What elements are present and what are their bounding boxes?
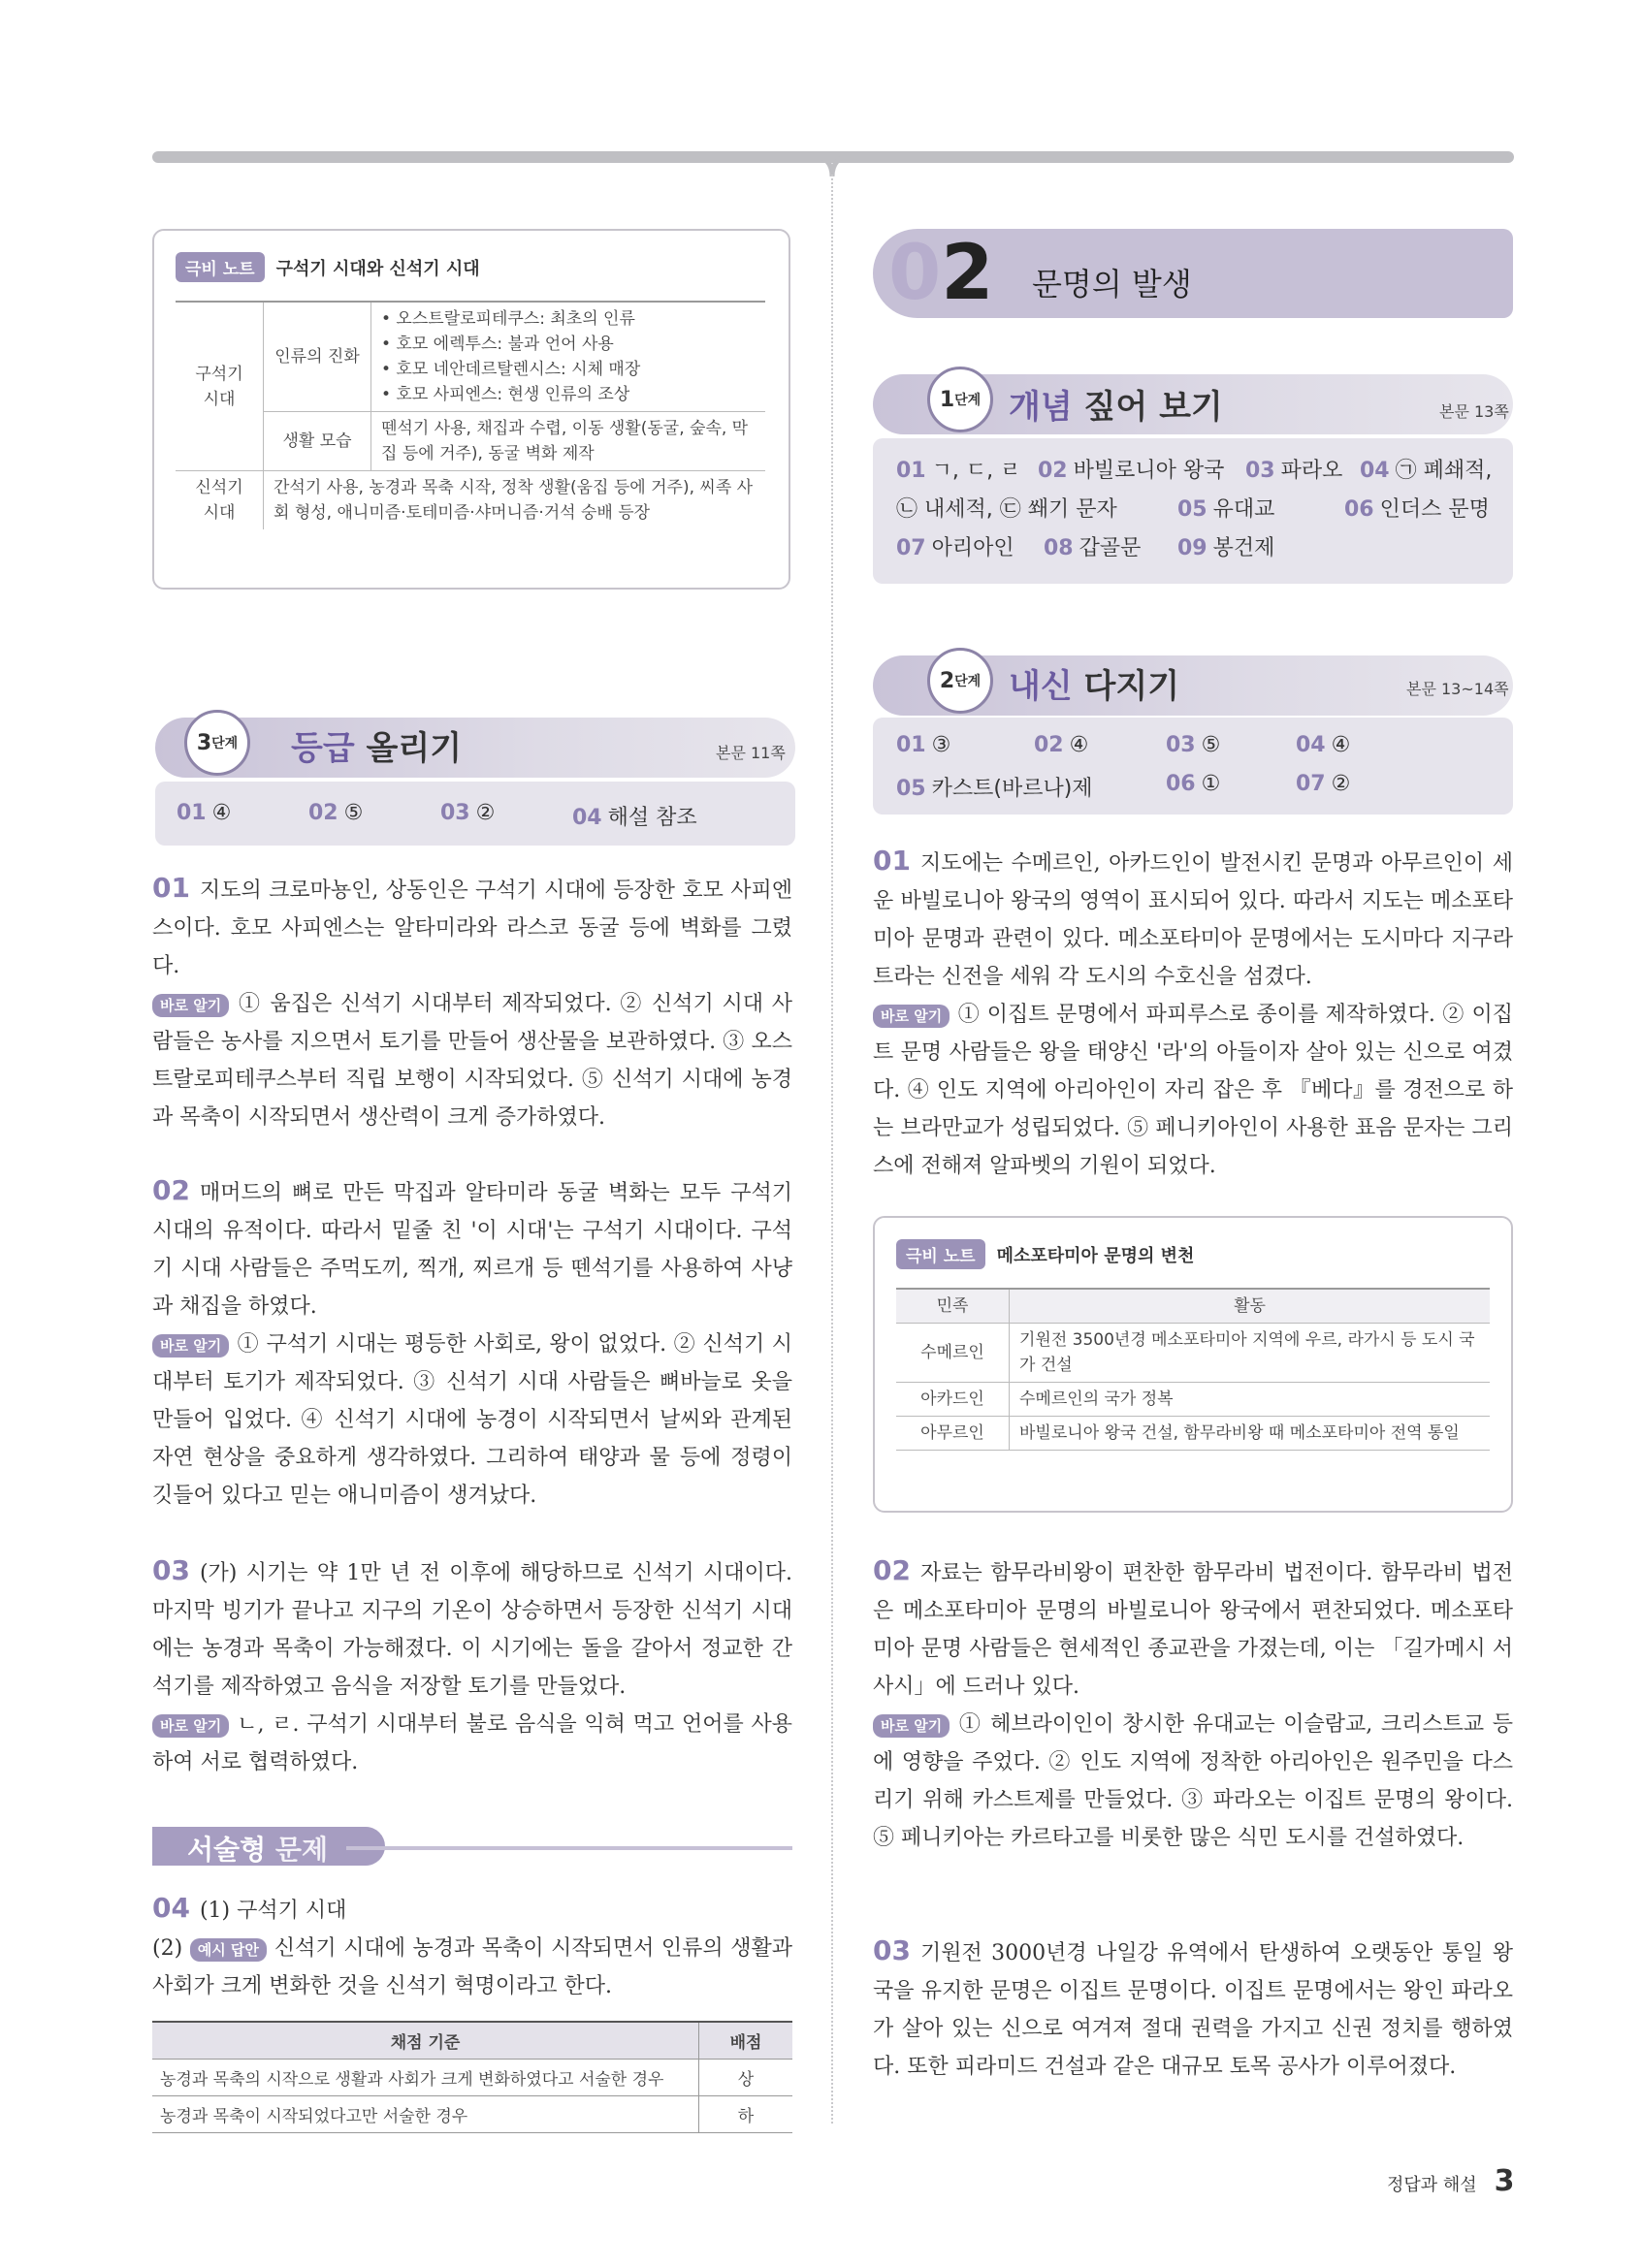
chapter-number-a: 0 (888, 230, 942, 317)
answer-number: 03 (1245, 459, 1275, 483)
evolution-item: • 호모 사피엔스: 현생 인류의 조상 (381, 385, 630, 404)
answer-value: ④ (1331, 733, 1351, 757)
answer-value: 카스트(바르나)제 (931, 777, 1093, 801)
stage1-badge (927, 367, 993, 432)
stage3-title (291, 721, 462, 769)
grading-score: 하 (699, 2096, 793, 2133)
stage3-header (155, 718, 795, 778)
activity-header: 활동 (1010, 1289, 1491, 1324)
answer-item (1296, 772, 1350, 796)
answer-number: 02 (1034, 733, 1064, 757)
answer-item (896, 493, 1117, 523)
note-table (176, 301, 765, 529)
answer-number: 01 (177, 801, 207, 825)
note-badge: 극비 노트 (176, 252, 265, 282)
grading-criterion: 농경과 목축이 시작되었다고만 서술한 경우 (152, 2096, 699, 2133)
chapter-title: 문명의 발생 (1032, 266, 1192, 303)
people-name: 아카드인 (896, 1383, 1010, 1417)
evolution-list (371, 302, 766, 412)
sample-answer-tag: 예시 답안 (190, 1938, 267, 1962)
question-number: 02 (152, 1174, 190, 1206)
answer-number: 03 (440, 801, 470, 825)
answer-number: 02 (1038, 459, 1068, 483)
note-title: 구석기 시대와 신석기 시대 (275, 258, 480, 279)
answer-value: 해설 참조 (607, 806, 697, 830)
answer-value: ⑤ (1201, 733, 1221, 757)
answer-item (896, 531, 1014, 561)
correction-text: ① 이집트 문명에서 파피루스로 종이를 제작하였다. ② 이집트 문명 사람들은 왕을 태양신 '라'의 아들이자 살아 있는 신으로 여겼다. ④ 인도 지역에 아리아인이 자리 잡은 후 『베다』를 경전으로 하는 브라만교가 성립되었다. ⑤ 페니키아인이 사용한 표음 문자는 그리스에 전해져 알파벳의 기원이 되었다. (873, 1003, 1513, 1178)
correction-tag: 바로 알기 (152, 994, 229, 1017)
correction-tag: 바로 알기 (873, 1714, 950, 1738)
question-number: 03 (873, 1934, 911, 1966)
score-header: 배점 (699, 2022, 793, 2060)
explanation-r01 (873, 842, 1513, 1185)
evolution-item: • 오스트랄로피테쿠스: 최초의 인류 (381, 309, 635, 329)
grading-score: 상 (699, 2060, 793, 2096)
answer-part-2-label: (2) (152, 1936, 183, 1961)
answer-item (1038, 454, 1224, 484)
answer-value: ㉡ 내세적, ㉢ 쐐기 문자 (896, 497, 1117, 522)
answer-item (177, 801, 231, 825)
answer-item (1034, 733, 1088, 757)
page-ref: 본문 11쪽 (716, 744, 786, 762)
stage-title-accent: 개념 (1009, 388, 1073, 427)
explanation-02 (152, 1171, 792, 1515)
answer-value: ㄱ, ㄷ, ㄹ (931, 459, 1021, 483)
stage2-badge (927, 648, 993, 714)
explanation-01 (152, 869, 792, 1136)
answer-value: ② (1331, 772, 1351, 796)
answer-value: 봉건제 (1212, 536, 1275, 560)
answer-value: 갑골문 (1079, 536, 1142, 560)
answer-number: 08 (1044, 536, 1074, 560)
answer-item (1044, 531, 1141, 561)
footer (1387, 2164, 1515, 2198)
chapter-number-b: 2 (941, 230, 994, 317)
answer-value: ㉠ 폐쇄적, (1395, 459, 1493, 483)
stage-unit: 단계 (954, 674, 982, 689)
answer-number: 04 (1360, 459, 1390, 483)
chapter-number (888, 229, 994, 318)
answer-part-2: 신석기 시대에 농경과 목축이 시작되면서 인류의 생활과 사회가 크게 변화한 것을 신석기 혁명이라고 한다. (152, 1936, 792, 1998)
column-divider (831, 175, 833, 2124)
correction-text: ① 구석기 시대는 평등한 사회로, 왕이 없었다. ② 신석기 시대부터 토기가 제작되었다. ③ 신석기 시대 사람들은 뼈바늘로 옷을 만들어 입었다. ④ 신석기 시대에 농경이 시작되면서 날씨와 관계된 자연 현상을 중요하게 생각하였다. 그리하여 태양과 물 등에 정령이 깃들어 있다고 믿는 애니미즘이 생겨났다. (152, 1332, 792, 1508)
grading-header: 채점 기준 (152, 2022, 699, 2060)
stage-unit: 단계 (211, 736, 239, 751)
stage-title-accent: 등급 (291, 729, 355, 768)
stage1-answers (873, 438, 1513, 584)
correction-tag: 바로 알기 (152, 1714, 229, 1738)
stage-number: 2 (939, 668, 955, 693)
people-activity: 바빌로니아 왕국 건설, 함무라비왕 때 메소포타미아 전역 통일 (1010, 1417, 1491, 1451)
answer-value: ③ (931, 733, 951, 757)
explanation-text: 기원전 3000년경 나일강 유역에서 탄생하여 오랫동안 통일 왕국을 유지한 문명은 이집트 문명이다. 이집트 문명에서는 왕인 파라오가 살아 있는 신으로 여겨져 절대 권력을 가지고 신권 정치를 행하였다. 또한 피라미드 건설과 같은 대규모 토목 공사가 이루어졌다. (873, 1941, 1513, 2079)
writing-label: 서술형 (187, 1834, 267, 1866)
answer-item (896, 772, 1093, 802)
people-activity: 수메르인의 국가 정복 (1010, 1383, 1491, 1417)
row-label-neo: 신석기 시대 (176, 471, 264, 530)
answer-value: ② (475, 801, 496, 825)
answer-item (1166, 772, 1220, 796)
question-number: 04 (152, 1892, 190, 1924)
people-name: 아무르인 (896, 1417, 1010, 1451)
note-title: 메소포타미아 문명의 변천 (996, 1245, 1195, 1266)
answer-number: 04 (572, 806, 602, 830)
answer-value: 바빌로니아 왕국 (1073, 459, 1225, 483)
answer-number: 01 (896, 459, 926, 483)
answer-item (572, 801, 697, 831)
writing-label-rest: 문제 (266, 1834, 329, 1866)
writing-answer (152, 1889, 792, 2005)
answer-value: 인더스 문명 (1379, 497, 1490, 522)
answer-part-1: (1) 구석기 시대 (199, 1899, 347, 1923)
answer-number: 04 (1296, 733, 1326, 757)
answer-value: ④ (211, 801, 232, 825)
life-text: 뗀석기 사용, 채집과 수렵, 이동 생활(동굴, 숲속, 막집 등에 거주), 동굴 벽화 제작 (371, 412, 766, 471)
correction-tag: 바로 알기 (873, 1005, 950, 1028)
question-number: 02 (873, 1554, 911, 1586)
evolution-item: • 호모 에렉투스: 불과 언어 사용 (381, 335, 614, 354)
note-box-paleo-neo (152, 229, 790, 590)
stage-title-accent: 내신 (1009, 667, 1073, 706)
answer-item (1177, 531, 1274, 561)
note-table (896, 1288, 1490, 1451)
life-label: 생활 모습 (264, 412, 371, 471)
stage-title-rest: 짚어 보기 (1072, 388, 1223, 427)
answer-item (1166, 733, 1220, 757)
correction-text: ㄴ, ㄹ. 구석기 시대부터 불로 음식을 익혀 먹고 언어를 사용하여 서로 협력하였다. (152, 1712, 792, 1774)
page-ref: 본문 13쪽 (1439, 402, 1509, 421)
correction-text: ① 헤브라이인이 창시한 유대교는 이슬람교, 크리스트교 등에 영향을 주었다. ② 인도 지역에 정착한 아리아인은 원주민을 다스리기 위해 카스트제를 만들었다. ③ 파라오는 이집트 문명의 왕이다. ⑤ 페니키아는 카르타고를 비롯한 많은 식민 도시를 건설하였다. (873, 1712, 1513, 1850)
people-header: 민족 (896, 1289, 1010, 1324)
answer-value: ⑤ (343, 801, 364, 825)
answer-value: ① (1201, 772, 1221, 796)
stage-number: 3 (196, 730, 212, 755)
answer-number: 09 (1177, 536, 1207, 560)
neo-text: 간석기 사용, 농경과 목축 시작, 정착 생활(움집 등에 거주), 씨족 사회 형성, 애니미즘·토테미즘·샤머니즘·거석 숭배 등장 (274, 478, 754, 523)
stage3-answers (155, 782, 795, 846)
answer-item (1245, 454, 1342, 484)
answer-item (440, 801, 495, 825)
writing-header (152, 1827, 792, 1866)
question-number: 01 (152, 872, 190, 904)
answer-value: 파라오 (1280, 459, 1343, 483)
footer-label: 정답과 해설 (1387, 2175, 1477, 2195)
stage-title-rest: 올리기 (354, 729, 463, 768)
note-badge: 극비 노트 (896, 1239, 985, 1269)
answer-item (1296, 733, 1350, 757)
grading-table (152, 2021, 792, 2133)
explanation-text: 매머드의 뼈로 만든 막집과 알타미라 동굴 벽화는 모두 구석기 시대의 유적이다. 따라서 밑줄 친 '이 시대'는 구석기 시대이다. 구석기 시대 사람들은 주먹도끼, 찍개, 찌르개 등 뗀석기를 사용하여 사냥과 채집을 하였다. (152, 1181, 792, 1319)
answer-number: 06 (1344, 497, 1374, 522)
stage-title-rest: 다지기 (1072, 667, 1180, 706)
explanation-text: 지도의 크로마뇽인, 상동인은 구석기 시대에 등장한 호모 사피엔스이다. 호모 사피엔스는 알타미라와 라스코 동굴 등에 벽화를 그렸다. (152, 878, 792, 978)
stage-unit: 단계 (954, 393, 982, 408)
question-number: 03 (152, 1554, 190, 1586)
question-number: 01 (873, 845, 911, 877)
answer-item (308, 801, 363, 825)
people-activity: 기원전 3500년경 메소포타미아 지역에 우르, 라가시 등 도시 국가 건설 (1010, 1324, 1491, 1383)
writing-title (187, 1829, 328, 1868)
answer-item (1177, 493, 1274, 523)
explanation-text: (가) 시기는 약 1만 년 전 이후에 해당하므로 신석기 시대이다. 마지막 빙기가 끝나고 지구의 기온이 상승하면서 등장한 신석기 시대에는 농경과 목축이 가능해졌다. 이 시기에는 돌을 갈아서 정교한 간석기를 제작하였고 음식을 저장할 토기를 만들었다. (152, 1561, 792, 1699)
page-ref: 본문 13~14쪽 (1406, 680, 1509, 698)
stage1-title (1009, 380, 1223, 428)
row-label-paleo: 구석기 시대 (176, 302, 264, 471)
stage-number: 1 (939, 387, 955, 412)
correction-tag: 바로 알기 (152, 1334, 229, 1358)
stage2-answers (873, 718, 1513, 815)
grading-criterion: 농경과 목축의 시작으로 생활과 사회가 크게 변화하였다고 서술한 경우 (152, 2060, 699, 2096)
correction-text: ① 움집은 신석기 시대부터 제작되었다. ② 신석기 시대 사람들은 농사를 지으면서 토기를 만들어 생산물을 보관하였다. ③ 오스트랄로피테쿠스부터 직립 보행이 시작되었다. ⑤ 신석기 시대에 농경과 목축이 시작되면서 생산력이 크게 증가하였다. (152, 992, 792, 1130)
explanation-text: 지도에는 수메르인, 아카드인이 발전시킨 문명과 아무르인이 세운 바빌로니아 왕국의 영역이 표시되어 있다. 따라서 지도는 메소포타미아 문명과 관련이 있다. 메소포타미아 문명에서는 도시마다 지구라트라는 신전을 세워 각 도시의 수호신을 섬겼다. (873, 851, 1513, 989)
evolution-label: 인류의 진화 (264, 302, 371, 412)
explanation-r02 (873, 1551, 1513, 1857)
evolution-item: • 호모 네안데르탈렌시스: 시체 매장 (381, 360, 641, 379)
stage3-badge (184, 710, 250, 776)
answer-item (896, 454, 1020, 484)
note-box-mesopotamia (873, 1216, 1513, 1513)
stage2-title (1009, 659, 1179, 707)
answer-number: 01 (896, 733, 926, 757)
answer-item (1344, 493, 1490, 523)
answer-number: 05 (896, 777, 926, 801)
people-name: 수메르인 (896, 1324, 1010, 1383)
explanation-03 (152, 1551, 792, 1781)
answer-value: 아리아인 (931, 536, 1014, 560)
answer-number: 02 (308, 801, 338, 825)
answer-value: ④ (1069, 733, 1089, 757)
answer-number: 07 (896, 536, 926, 560)
answer-value: 유대교 (1212, 497, 1275, 522)
answer-number: 07 (1296, 772, 1326, 796)
explanation-r03 (873, 1932, 1513, 2086)
answer-item (896, 733, 950, 757)
answer-item (1360, 454, 1492, 484)
answer-number: 06 (1166, 772, 1196, 796)
answer-number: 03 (1166, 733, 1196, 757)
explanation-text: 자료는 함무라비왕이 편찬한 함무라비 법전이다. 함무라비 법전은 메소포타미아 문명의 바빌로니아 왕국에서 편찬되었다. 메소포타미아 문명 사람들은 현세적인 종교관을 가졌는데, 이는 「길가메시 서사시」에 드러나 있다. (873, 1561, 1513, 1699)
page-number: 3 (1494, 2164, 1515, 2198)
answer-number: 05 (1177, 497, 1207, 522)
